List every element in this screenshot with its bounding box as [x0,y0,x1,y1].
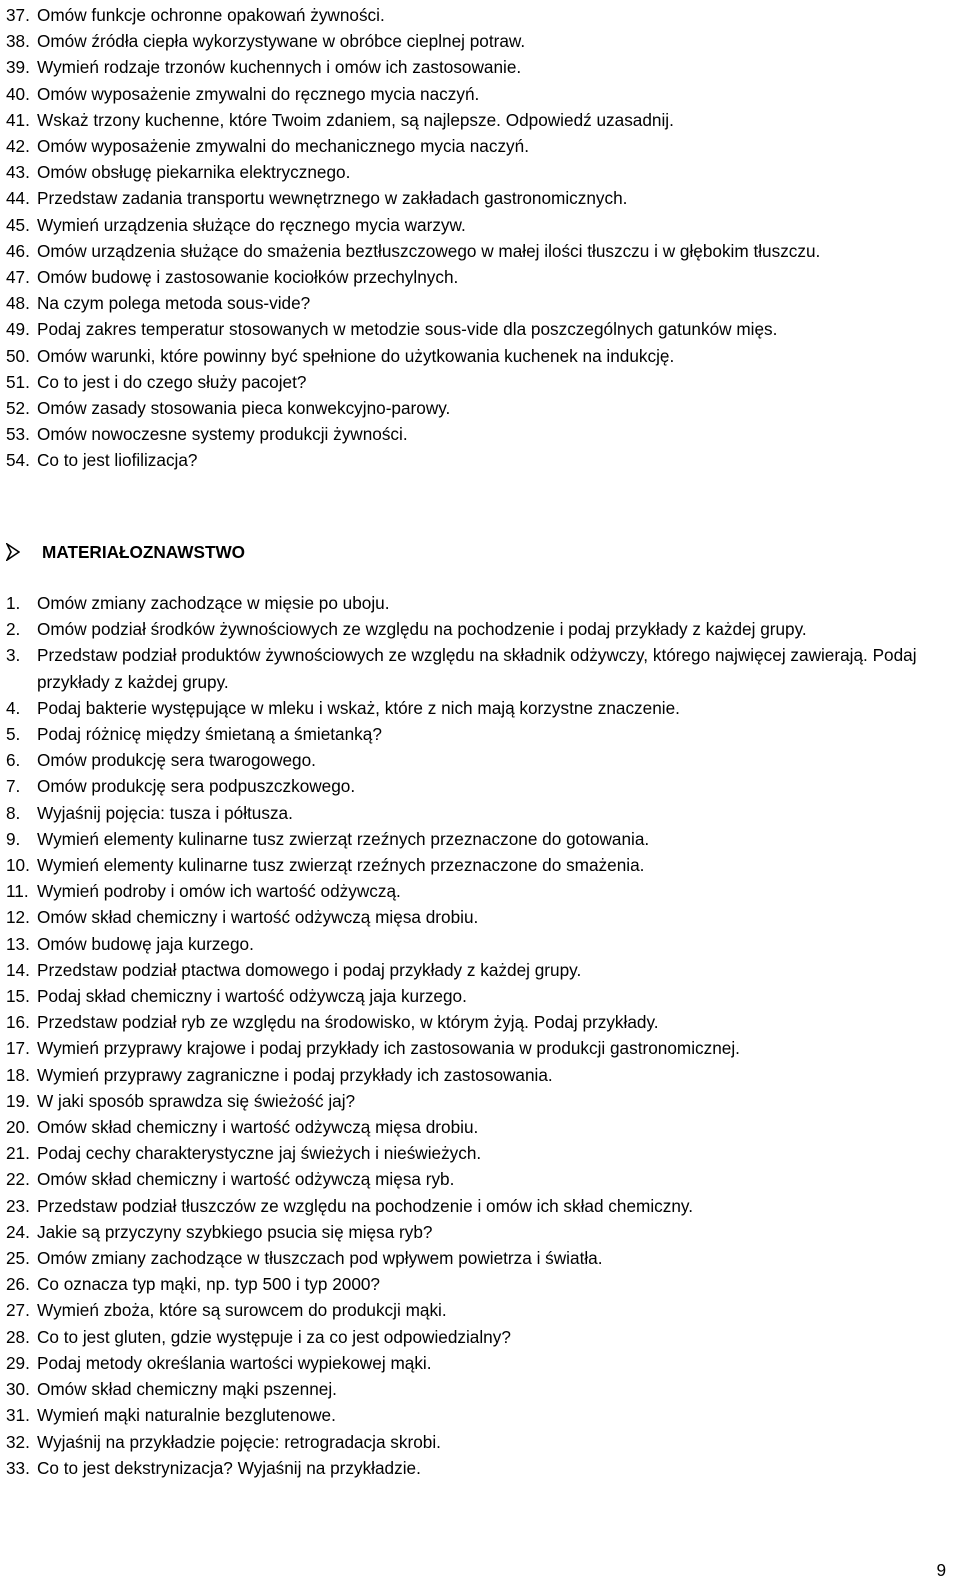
list-item [0,1219,960,1245]
list-item [0,1166,960,1192]
item-number: 38. [6,31,30,52]
item-number: 54. [6,450,30,471]
item-number: 4. [6,697,21,718]
list-item [0,159,960,185]
item-number: 53. [6,424,30,445]
list-item [0,852,960,878]
list-item [0,28,960,54]
list-item [0,2,960,28]
list-item [0,421,960,447]
item-number: 30. [6,1379,30,1400]
item-text: Co to jest liofilizacja? [37,450,198,471]
item-text: Co to jest i do czego służy pacojet? [37,371,307,392]
item-text: Przedstaw podział tłuszczów ze względu na pochodzenie i omów ich skład chemiczny. [37,1195,693,1216]
item-text: Omów zasady stosowania pieca konwekcyjno-parowy. [37,398,451,419]
list-item [0,1376,960,1402]
item-number: 37. [6,5,30,25]
list-item [0,1429,960,1455]
list-item [0,343,960,369]
item-text: Przedstaw podział ptactwa domowego i podaj przykłady z każdej grupy. [37,959,582,980]
item-text: Omów źródła ciepła wykorzystywane w obróbce cieplnej potraw. [37,31,526,52]
item-number: 21. [6,1143,30,1164]
item-number: 18. [6,1064,30,1085]
item-number: 19. [6,1090,30,1111]
list-item [0,1350,960,1376]
item-number: 32. [6,1431,30,1452]
list-item [0,590,960,616]
item-number: 29. [6,1352,30,1373]
item-text: Omów podział środków żywnościowych ze względu na pochodzenie i podaj przykłady z każdej grupy. [37,619,807,640]
item-number: 1. [6,593,21,613]
list-item [0,369,960,395]
item-number: 24. [6,1221,30,1242]
item-number: 20. [6,1117,30,1138]
item-text: Omów zmiany zachodzące w tłuszczach pod wpływem powietrza i światła. [37,1248,603,1269]
item-text: Wyjaśnij pojęcia: tusza i półtusza. [37,802,293,823]
item-text: Co to jest dekstrynizacja? Wyjaśnij na przykładzie. [37,1457,421,1478]
item-number: 48. [6,293,30,314]
item-number: 6. [6,750,21,771]
list-item [0,1402,960,1428]
item-text: Wskaż trzony kuchenne, które Twoim zdaniem, są najlepsze. Odpowiedź uzasadnij. [37,109,674,130]
list-item [0,721,960,747]
list-item [0,1062,960,1088]
item-text: W jaki sposób sprawdza się świeżość jaj? [37,1090,356,1111]
item-number: 10. [6,855,30,876]
item-number: 3. [6,645,21,666]
list-item [0,1035,960,1061]
item-text: Przedstaw podział produktów żywnościowych ze względu na składnik odżywczy, którego najwięcej zawierają. Podaj przykłady z każdej grupy. [37,645,917,692]
item-number: 25. [6,1248,30,1269]
list-item [0,904,960,930]
item-text: Przedstaw zadania transportu wewnętrznego w zakładach gastronomicznych. [37,188,628,209]
item-text: Wymień zboża, które są surowcem do produkcji mąki. [37,1300,447,1321]
item-number: 16. [6,1012,30,1033]
item-text: Omów budowę jaja kurzego. [37,933,254,954]
item-number: 2. [6,619,21,640]
question-list-technology [0,2,960,474]
list-item [0,931,960,957]
item-number: 15. [6,986,30,1007]
item-number: 42. [6,136,30,157]
item-number: 22. [6,1169,30,1190]
section-heading-text: MATERIAŁOZNAWSTWO [42,541,246,562]
item-text: Podaj różnicę między śmietaną a śmietanką? [37,724,382,745]
list-item [0,1324,960,1350]
item-number: 41. [6,109,30,130]
item-text: Omów urządzenia służące do smażenia beztłuszczowego w małej ilości tłuszczu i w głębokim tłuszczu. [37,240,821,261]
item-text: Wymień przyprawy krajowe i podaj przykłady ich zastosowania w produkcji gastronomicznej. [37,1038,740,1059]
item-number: 28. [6,1326,30,1347]
item-text: Wymień elementy kulinarne tusz zwierząt rzeźnych przeznaczone do smażenia. [37,855,645,876]
item-text: Podaj zakres temperatur stosowanych w metodzie sous-vide dla poszczególnych gatunków mięs. [37,319,778,340]
list-item [0,81,960,107]
list-item [0,395,960,421]
item-text: Omów wyposażenie zmywalni do ręcznego mycia naczyń. [37,83,480,104]
item-text: Omów skład chemiczny i wartość odżywczą mięsa drobiu. [37,1117,479,1138]
item-text: Wymień mąki naturalnie bezglutenowe. [37,1405,336,1426]
list-item [0,185,960,211]
item-number: 46. [6,240,30,261]
item-number: 5. [6,724,21,745]
item-number: 43. [6,162,30,183]
item-text: Co to jest gluten, gdzie występuje i za co jest odpowiedzialny? [37,1326,511,1347]
list-item [0,826,960,852]
list-item [0,316,960,342]
item-text: Omów warunki, które powinny być spełnione do użytkowania kuchenek na indukcję. [37,345,675,366]
item-text: Omów nowoczesne systemy produkcji żywności. [37,424,408,445]
item-number: 11. [6,881,29,902]
item-number: 14. [6,959,30,980]
item-number: 33. [6,1457,30,1478]
item-text: Na czym polega metoda sous-vide? [37,293,311,314]
list-item [0,1455,960,1481]
list-item [0,616,960,642]
list-item [0,800,960,826]
list-item [0,642,960,694]
list-item [0,133,960,159]
item-number: 7. [6,776,21,797]
item-number: 27. [6,1300,30,1321]
item-number: 8. [6,802,21,823]
list-item [0,1193,960,1219]
list-item [0,1245,960,1271]
list-item [0,1088,960,1114]
item-number: 9. [6,828,21,849]
list-item [0,54,960,80]
item-text: Omów obsługę piekarnika elektrycznego. [37,162,351,183]
item-number: 50. [6,345,30,366]
item-text: Omów skład chemiczny mąki pszennej. [37,1379,337,1400]
list-item [0,238,960,264]
arrowhead-bullet-icon [6,543,20,561]
list-item [0,773,960,799]
section-heading [6,537,245,567]
item-text: Wyjaśnij na przykładzie pojęcie: retrogradacja skrobi. [37,1431,441,1452]
list-item [0,264,960,290]
item-number: 12. [6,907,30,928]
item-number: 45. [6,214,30,235]
item-text: Przedstaw podział ryb ze względu na środowisko, w którym żyją. Podaj przykłady. [37,1012,659,1033]
item-number: 23. [6,1195,30,1216]
item-text: Omów funkcje ochronne opakowań żywności. [37,5,385,25]
item-text: Omów zmiany zachodzące w mięsie po uboju. [37,593,390,613]
list-item [0,1114,960,1140]
item-text: Wymień rodzaje trzonów kuchennych i omów ich zastosowanie. [37,57,522,78]
item-number: 39. [6,57,30,78]
item-number: 17. [6,1038,30,1059]
list-item [0,957,960,983]
item-text: Omów wyposażenie zmywalni do mechanicznego mycia naczyń. [37,136,529,157]
item-number: 40. [6,83,30,104]
list-item [0,107,960,133]
item-text: Podaj cechy charakterystyczne jaj świeżych i nieświeżych. [37,1143,482,1164]
item-number: 52. [6,398,30,419]
list-item [0,447,960,473]
item-text: Omów budowę i zastosowanie kociołków przechylnych. [37,267,459,288]
item-text: Podaj skład chemiczny i wartość odżywczą jaja kurzego. [37,986,467,1007]
list-item [0,1271,960,1297]
item-number: 31. [6,1405,30,1426]
list-item [0,212,960,238]
item-text: Podaj bakterie występujące w mleku i wskaż, które z nich mają korzystne znaczenie. [37,697,680,718]
item-text: Wymień urządzenia służące do ręcznego mycia warzyw. [37,214,466,235]
item-text: Wymień podroby i omów ich wartość odżywczą. [37,881,401,902]
item-number: 49. [6,319,30,340]
item-text: Jakie są przyczyny szybkiego psucia się mięsa ryb? [37,1221,433,1242]
item-number: 26. [6,1274,30,1295]
item-number: 44. [6,188,30,209]
item-text: Wymień elementy kulinarne tusz zwierząt rzeźnych przeznaczone do gotowania. [37,828,650,849]
item-text: Omów produkcję sera twarogowego. [37,750,316,771]
item-number: 47. [6,267,30,288]
list-item [0,1009,960,1035]
question-list-materials [0,590,960,1481]
list-item [0,983,960,1009]
item-text: Co oznacza typ mąki, np. typ 500 i typ 2000? [37,1274,380,1295]
item-number: 13. [6,933,30,954]
list-item [0,878,960,904]
list-item [0,1297,960,1323]
list-item [0,1140,960,1166]
item-text: Omów skład chemiczny i wartość odżywczą mięsa ryb. [37,1169,455,1190]
list-item [0,747,960,773]
list-item [0,695,960,721]
item-text: Wymień przyprawy zagraniczne i podaj przykłady ich zastosowania. [37,1064,553,1085]
item-text: Omów skład chemiczny i wartość odżywczą mięsa drobiu. [37,907,479,928]
item-text: Podaj metody określania wartości wypiekowej mąki. [37,1352,432,1373]
item-number: 51. [6,371,30,392]
item-text: Omów produkcję sera podpuszczkowego. [37,776,356,797]
page-number: 9 [936,1560,946,1580]
list-item [0,290,960,316]
